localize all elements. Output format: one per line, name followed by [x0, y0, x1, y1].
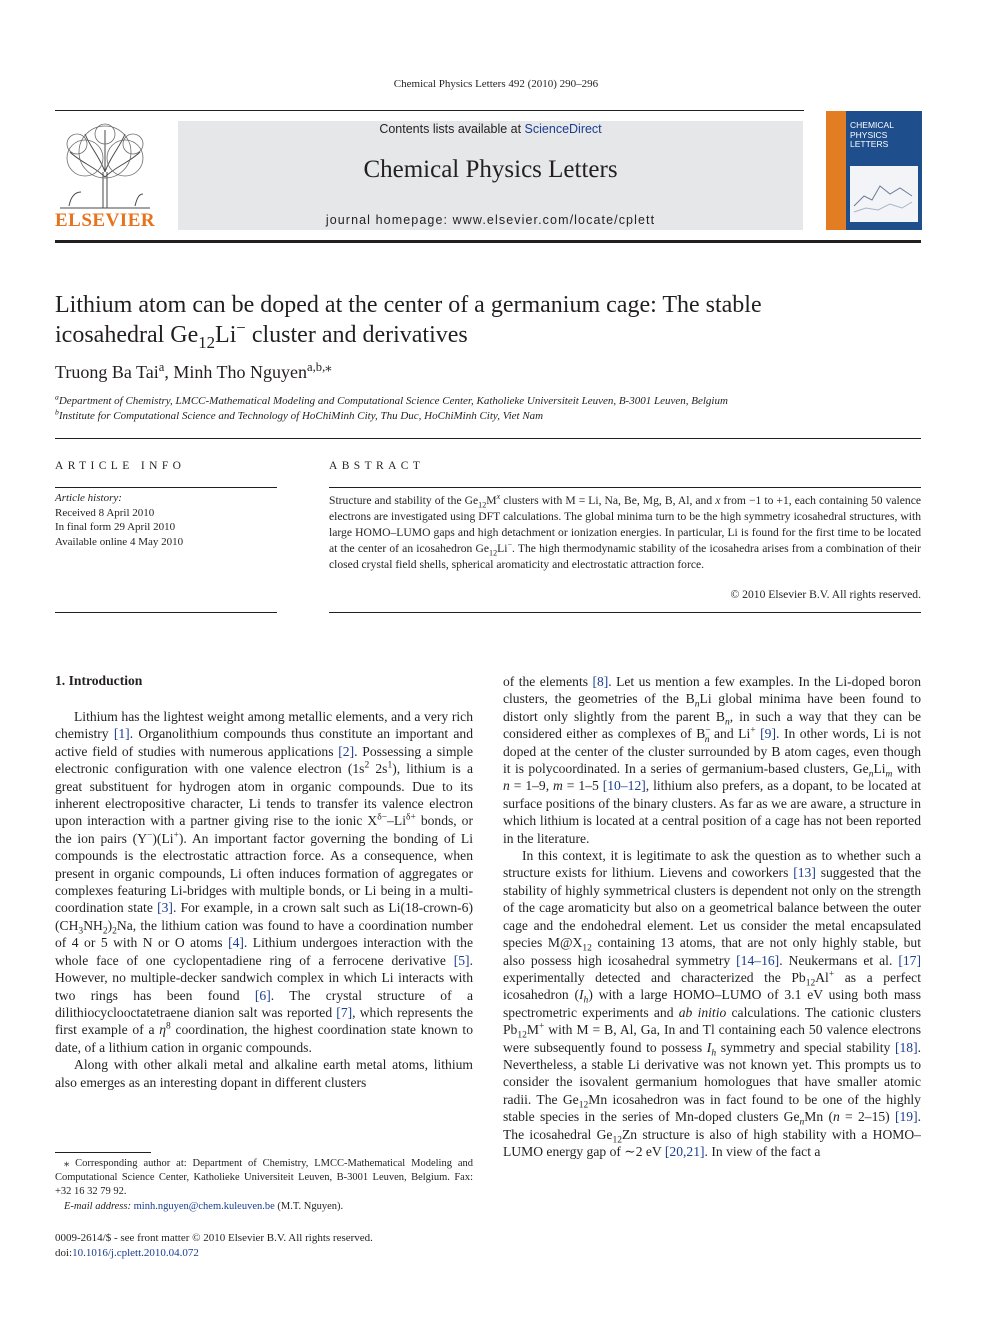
issn-block	[55, 1231, 373, 1260]
citation-link[interactable]: [18]	[894, 1039, 918, 1055]
divider	[55, 612, 277, 613]
elsevier-tree-logo	[55, 122, 155, 210]
author-name: Truong Ba Tai	[55, 362, 159, 382]
citation-link[interactable]: [19]	[894, 1109, 918, 1125]
masthead-box	[178, 121, 803, 230]
front-matter-line: 0009-2614/$ - see front matter © 2010 Elsevier B.V. All rights reserved.	[55, 1232, 373, 1244]
citation-link[interactable]: [17]	[898, 952, 922, 968]
affiliations	[55, 394, 728, 424]
body-column-left	[55, 708, 473, 1091]
article-title	[55, 290, 885, 350]
received-date: Received 8 April 2010	[55, 506, 155, 519]
journal-cover-image	[826, 111, 922, 230]
cover-title: CHEMICAL PHYSICS LETTERS	[850, 120, 894, 149]
section-heading: 1. Introduction	[55, 673, 143, 688]
paragraph: Along with other alkali metal and alkaline earth metal atoms, lithium also emerges as an interesting dopant in different clusters	[55, 1057, 473, 1090]
abstract-text: Structure and stability of the $Ge_{12}M^x$ clusters with M = Li, Na, Be, Mg, B, Al, and x from −1 to +1, each containing 50 valence electrons are investigated using DFT calculations. The global minima turn to be the high symmetry icosahedral structures, with large HOMO–LUMO gaps and high detachment or ionization energies. In particular, Li is found for the first time to be located at the center of an icosahedron $Ge_{12}Li^-$. The high thermodynamic stability of the icosahedra arises from a combination of their closed crystal field shells, spherical aromaticity and electrostatic attraction force.	[329, 492, 922, 571]
footnotes	[55, 1157, 473, 1214]
article-history	[55, 491, 183, 549]
doi-line: doi:10.1016/j.cplett.2010.04.072	[55, 1246, 199, 1259]
author-list: Truong Ba Tai$^a$, Minh Tho Nguyen$^{a,b,⁎}$	[55, 360, 332, 382]
running-head: Chemical Physics Letters 492 (2010) 290–296	[393, 78, 599, 90]
contents-line	[178, 121, 803, 137]
citation-link[interactable]: [2]	[338, 743, 355, 759]
article-info-heading: ARTICLE INFO	[55, 460, 186, 472]
citation-link[interactable]: [20,21]	[664, 1143, 705, 1159]
citation-link[interactable]: [6]	[254, 987, 271, 1003]
sciencedirect-link[interactable]: ScienceDirect	[524, 122, 602, 136]
title-line-1: Lithium atom can be doped at the center of a germanium cage: The stable	[55, 292, 762, 318]
masthead-bottom-rule	[55, 240, 921, 243]
corresponding-author-note: ⁎ Corresponding author at: Department of Chemistry, LMCC-Mathematical Modeling and Computational Science Center, Katholieke Universiteit Leuven, B-3001 Leuven, Belgium. Fax: +32 16 32 79 92.	[55, 1158, 473, 1198]
affiliation-a: $^a$Department of Chemistry, LMCC-Mathematical Modeling and Computational Science Center, Katholieke Universiteit Leuven, B-3001 Leuven, Belgium	[55, 392, 728, 407]
journal-name: Chemical Physics Letters	[363, 156, 618, 183]
citation-link[interactable]: [13]	[793, 865, 816, 881]
citation-link[interactable]: [5]	[453, 952, 470, 968]
elsevier-wordmark: ELSEVIER	[55, 210, 156, 231]
paragraph: Lithium has the lightest weight among metallic elements, and a very rich chemistry [1]. Organolithium compounds thus constitute an important and active field of studies with numerous applications [2]. Possessing a simple electronic configuration with one valence electron ($1s^2$ $2s^1$), lithium is a great substituent for hydrogen atom in organic compounds. Due to its inherent electropositive character, Li tends to transfer its valence electron upon interaction with a partner giving rise to the ionic $X^{\delta-}-Li^{\delta+}$ bonds, or the ion pairs (Y−)(Li+). An important factor governing the bonding of Li compounds is the electrostatic attraction force. As a consequence, when present in organic compounds, Li often induces formation of aggregates or complexes featuring Li-bridges with multiple bonds, or Li being in a multi-coordination state [3]. For example, in a crown salt such as $Li(18-crown-6)(CH_3NH_2)_2Na$, the lithium cation was found to have a coordination number of 4 or 5 with N or O atoms [4]. Lithium undergoes interaction with the whole face of one cyclopentadiene ring of a ferrocene derivative [5]. However, no multiple-decker sandwich complex in which Li interacts with two rings has been found [6]. The crystal structure of a dilithiocyclooctatetraene dianion salt was reported [7], which represents the first example of a $\eta^8$ coordination, the highest coordination state known to date, of a lithium cation in organic compounds.	[55, 709, 473, 1055]
revised-date: In final form 29 April 2010	[55, 521, 176, 533]
citation-link[interactable]: [7]	[336, 1004, 353, 1020]
author-name: Minh Tho Nguyen	[173, 362, 308, 382]
homepage-link[interactable]: www.elsevier.com/locate/cplett	[452, 213, 656, 227]
doi-link[interactable]: 10.1016/j.cplett.2010.04.072	[72, 1246, 199, 1259]
author-affil-mark: a	[158, 360, 165, 374]
paragraph: of the elements [8]. Let us mention a few examples. In the Li-doped boron clusters, the geometries of the $B_nLi$ global minima have been found to distort only slightly from the parent $B_n$, in such a way that they can be considered either as complexes of $B^-_n$ and Li+ [9]. In other words, Li is not doped at the center of the cluster surrounded by B atom cages, even though it is polycoordinated. In a series of germanium-based clusters, $Ge_nLi_m$ with n = 1–9, m = 1–5 [10–12], lithium also prefers, as a dopant, to be located at surface positions of the binary clusters. As far as we are aware, a structure in which lithium is located at a central position of a cage has not been reported in the literature.	[503, 674, 921, 846]
divider	[55, 438, 921, 439]
masthead-top-rule	[55, 110, 804, 111]
citation-link[interactable]: [9]	[760, 726, 777, 742]
citation-link[interactable]: [14–16]	[736, 952, 780, 968]
footnote-rule	[55, 1152, 151, 1153]
cover-figure-panel	[850, 166, 918, 222]
history-label: Article history:	[55, 492, 122, 504]
title-line-2: icosahedral $Ge_{12}Li^-$ cluster and derivatives	[55, 318, 468, 352]
author-affil-mark: a,b,⁎	[307, 360, 332, 374]
email-note: E-mail address: minh.nguyen@chem.kuleuven.be (M.T. Nguyen).	[64, 1200, 344, 1212]
citation-link[interactable]: [8]	[592, 674, 609, 689]
divider	[329, 612, 921, 613]
affiliation-b: $^b$Institute for Computational Science and Technology of HoChiMinh City, Thu Duc, HoChiMinh City, Viet Nam	[55, 407, 544, 422]
copyright-notice: © 2010 Elsevier B.V. All rights reserved.	[730, 588, 921, 601]
contents-prefix: Contents lists available at	[379, 122, 525, 136]
online-date: Available online 4 May 2010	[55, 535, 184, 548]
homepage-prefix: journal homepage:	[325, 213, 453, 227]
cover-band	[826, 111, 846, 230]
citation-link[interactable]: [3]	[157, 900, 173, 916]
citation-link[interactable]: [1]	[113, 726, 130, 742]
body-column-right	[503, 673, 921, 1160]
paragraph: In this context, it is legitimate to ask the question as to whether such a structure exists for lithium. Lievens and coworkers [13] suggested that the stability of highly symmetrical clusters is dependent not only on the strength of the cage aromaticity but also on a geometrical balance between the outer cage and the endohedral element. Let us consider the metal encapsulated species $M@X_{12}$ containing 13 atoms, that are not only highly stable, but also possess high icosahedral symmetry [14–16]. Neukermans et al. [17] experimentally detected and characterized the $Pb_{12}Al^+$ as a perfect icosahedron $(I_h)$ with a large HOMO–LUMO of 3.1 eV using both mass spectrometric experiments and ab initio calculations. The cationic clusters $Pb_{12}M^+$ with M = B, Al, Ga, In and Tl containing each 50 valence electrons were subsequently found to possess $I_h$ symmetry and special stability [18]. Nevertheless, a stable Li derivative was not known yet. This prompts us to consider the isovalent germanium homologues that have smaller atomic radii. The $Ge_{12}Mn$ icosahedron was in fact found to be one of the highly stable species in the series of Mn-doped clusters $Ge_nMn$ (n = 2–15) [19]. The icosahedral $Ge_{12}Zn$ structure is also of high stability with a HOMO–LUMO energy gap of ∼2 eV [20,21]. In view of the fact a	[503, 848, 922, 1159]
divider	[55, 487, 277, 488]
citation-link[interactable]: [10–12]	[602, 778, 646, 794]
email-link[interactable]: minh.nguyen@chem.kuleuven.be	[133, 1200, 275, 1212]
abstract-heading: ABSTRACT	[329, 460, 425, 472]
divider	[329, 487, 921, 488]
journal-homepage	[178, 213, 803, 227]
citation-link[interactable]: [4]	[228, 935, 244, 951]
